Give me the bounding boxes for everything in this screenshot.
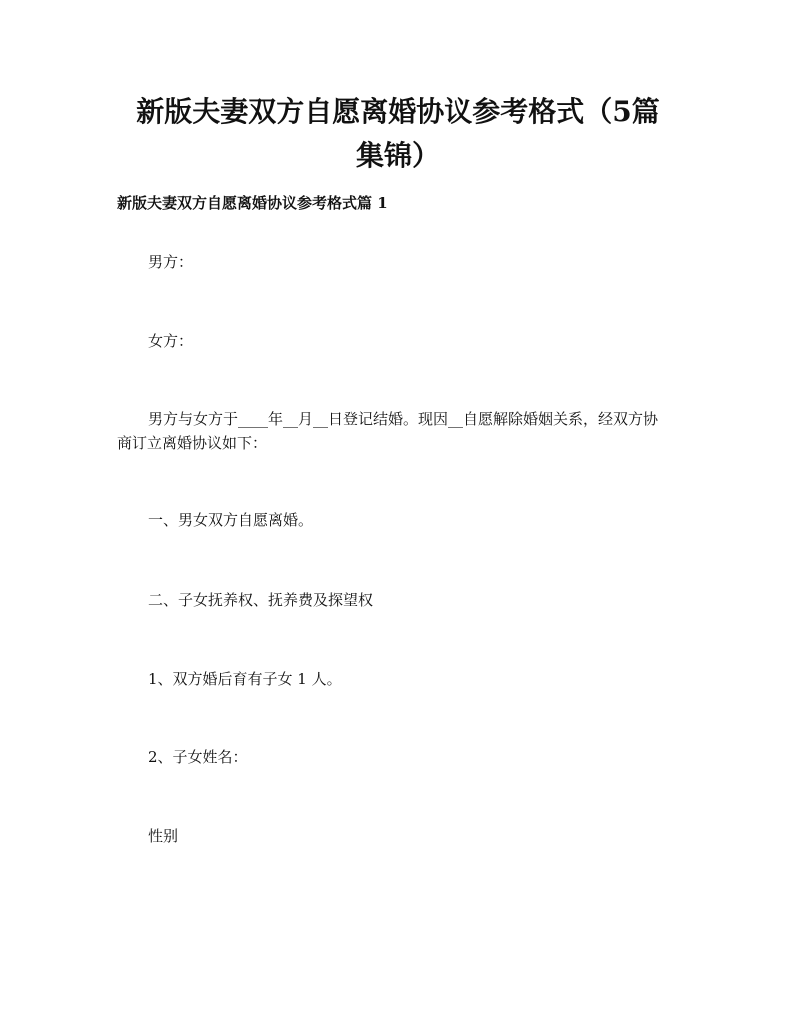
paragraph-clause-1: 一、男女双方自愿离婚。 xyxy=(148,511,314,529)
paragraph-child-count: 1、双方婚后育有子女 1 人。 xyxy=(148,670,342,688)
paragraph-child-gender: 性别 xyxy=(148,827,179,845)
document-title-line-2: 集锦） xyxy=(355,139,440,172)
paragraph-clause-2: 二、子女抚养权、抚养费及探望权 xyxy=(148,591,374,609)
paragraph-female-party: 女方： xyxy=(148,332,194,350)
paragraph-marriage-statement: 男方与女方于____年__月__日登记结婚。现因__自愿解除婚姻关系，经双方协 xyxy=(148,410,659,428)
paragraph-male-party: 男方： xyxy=(148,253,194,271)
section-heading: 新版夫妻双方自愿离婚协议参考格式篇 1 xyxy=(117,194,388,212)
document-title-line-1: 新版夫妻双方自愿离婚协议参考格式（5篇 xyxy=(136,95,660,128)
paragraph-child-name: 2、子女姓名： xyxy=(148,748,248,766)
paragraph-marriage-statement-continued: 商订立离婚协议如下： xyxy=(117,434,268,452)
